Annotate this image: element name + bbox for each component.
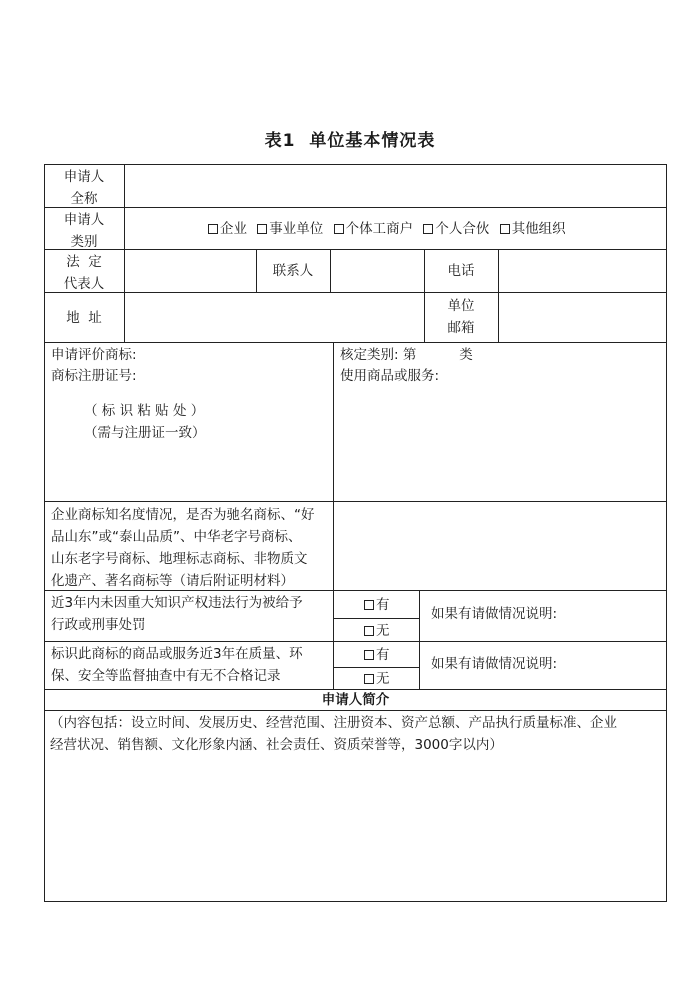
email-label (424, 295, 498, 339)
text-line: 企业商标知名度情况，是否为驰名商标、“好 (51, 507, 315, 523)
text-line: 近3年内未因重大知识产权违法行为被给予 (51, 595, 303, 611)
checkbox-icon (257, 224, 267, 234)
quality-question (51, 643, 303, 687)
table-number: 表1 (264, 131, 296, 151)
contact-field[interactable] (331, 250, 424, 292)
label-line: 代表人 (63, 276, 105, 292)
text-line: （内容包括：设立时间、发展历史、经营范围、注册资本、资产总额、产品执行质量标准、企业 (50, 715, 617, 731)
address-field[interactable] (125, 293, 424, 342)
text-line: 经营状况、销售额、文化形象内涵、社会责任、资质荣誉等，3000字以内） (50, 737, 503, 753)
row-divider (44, 207, 667, 208)
goods-services-label: 使用商品或服务: (340, 368, 440, 384)
category-option-partnership[interactable] (423, 221, 489, 237)
text-line: 山东老字号商标、地理标志商标、非物质文 (51, 551, 308, 567)
table-title (0, 126, 700, 151)
ip-violation-question (51, 592, 303, 636)
text-line: 保、安全等监督抽查中有无不合格记录 (51, 668, 281, 684)
label-line: 邮箱 (447, 320, 475, 336)
checkbox-icon (208, 224, 218, 234)
address-label: 地 址 (66, 310, 102, 326)
checkbox-icon (364, 626, 374, 636)
label-line: 全称 (70, 191, 98, 207)
table-border-bottom (44, 901, 667, 902)
phone-field[interactable] (499, 250, 666, 292)
quality-no[interactable] (364, 668, 390, 690)
ip-violation-explain-label: 如果有请做情况说明: (431, 606, 558, 622)
legal-rep-field[interactable] (125, 250, 256, 292)
checkbox-icon (500, 224, 510, 234)
column-divider (419, 590, 420, 689)
quality-yes[interactable] (364, 644, 390, 666)
checkbox-icon (364, 650, 374, 660)
category-options (208, 218, 566, 240)
row-divider (44, 641, 667, 642)
intro-instructions (50, 712, 617, 756)
table-border-right (666, 164, 667, 902)
label-line: 类别 (70, 234, 98, 250)
full-name-label (44, 166, 124, 210)
class-label: 核定类别: 第 类 (340, 347, 473, 363)
category-label (44, 209, 124, 253)
row-divider (44, 501, 667, 502)
contact-label: 联系人 (272, 263, 314, 279)
table-title-text: 单位基本情况表 (309, 131, 436, 151)
checkbox-icon (364, 600, 374, 610)
option-label: 无 (376, 623, 390, 639)
trademark-eval-label: 申请评价商标: (51, 347, 137, 363)
yes-no-divider (333, 618, 419, 619)
option-label: 个体工商户 (345, 221, 414, 237)
category-option-institution[interactable] (257, 221, 323, 237)
ip-violation-yes[interactable] (364, 594, 390, 616)
text-line: 标识此商标的商品或服务近3年在质量、环 (51, 646, 303, 662)
email-field[interactable] (499, 293, 666, 342)
hint-line: （ 标 识 粘 贴 处 ） (84, 403, 205, 419)
label-line: 单位 (447, 298, 475, 314)
category-option-other[interactable] (500, 221, 566, 237)
category-option-individual[interactable] (334, 221, 414, 237)
text-line: 行政或刑事处罚 (51, 617, 146, 633)
option-label: 有 (376, 597, 390, 613)
label-line: 申请人 (63, 212, 105, 228)
checkbox-icon (364, 674, 374, 684)
option-label: 事业单位 (269, 221, 324, 237)
paste-area-hint (84, 400, 206, 444)
text-line: 品山东”或“泰山品质”、中华老字号商标、 (51, 529, 302, 545)
category-option-enterprise[interactable] (208, 221, 247, 237)
column-divider (333, 342, 334, 689)
ip-violation-no[interactable] (364, 620, 390, 642)
hint-line: （需与注册证一致） (84, 425, 206, 441)
intro-header: 申请人简介 (321, 692, 390, 708)
option-label: 企业 (220, 221, 247, 237)
full-name-field[interactable] (125, 165, 666, 207)
option-label: 其他组织 (511, 221, 566, 237)
trademark-reg-label: 商标注册证号: (51, 368, 137, 384)
checkbox-icon (423, 224, 433, 234)
option-label: 无 (376, 671, 390, 687)
phone-label: 电话 (447, 263, 475, 279)
quality-explain-label: 如果有请做情况说明: (431, 656, 558, 672)
row-divider (44, 342, 667, 343)
option-label: 个人合伙 (435, 221, 490, 237)
checkbox-icon (334, 224, 344, 234)
text-line: 化遗产、著名商标等（请后附证明材料） (51, 573, 294, 589)
legal-rep-label (44, 251, 124, 295)
intro-field[interactable] (45, 758, 666, 900)
fame-description (51, 504, 315, 592)
label-line: 法 定 (66, 254, 102, 270)
option-label: 有 (376, 647, 390, 663)
label-line: 申请人 (63, 169, 105, 185)
